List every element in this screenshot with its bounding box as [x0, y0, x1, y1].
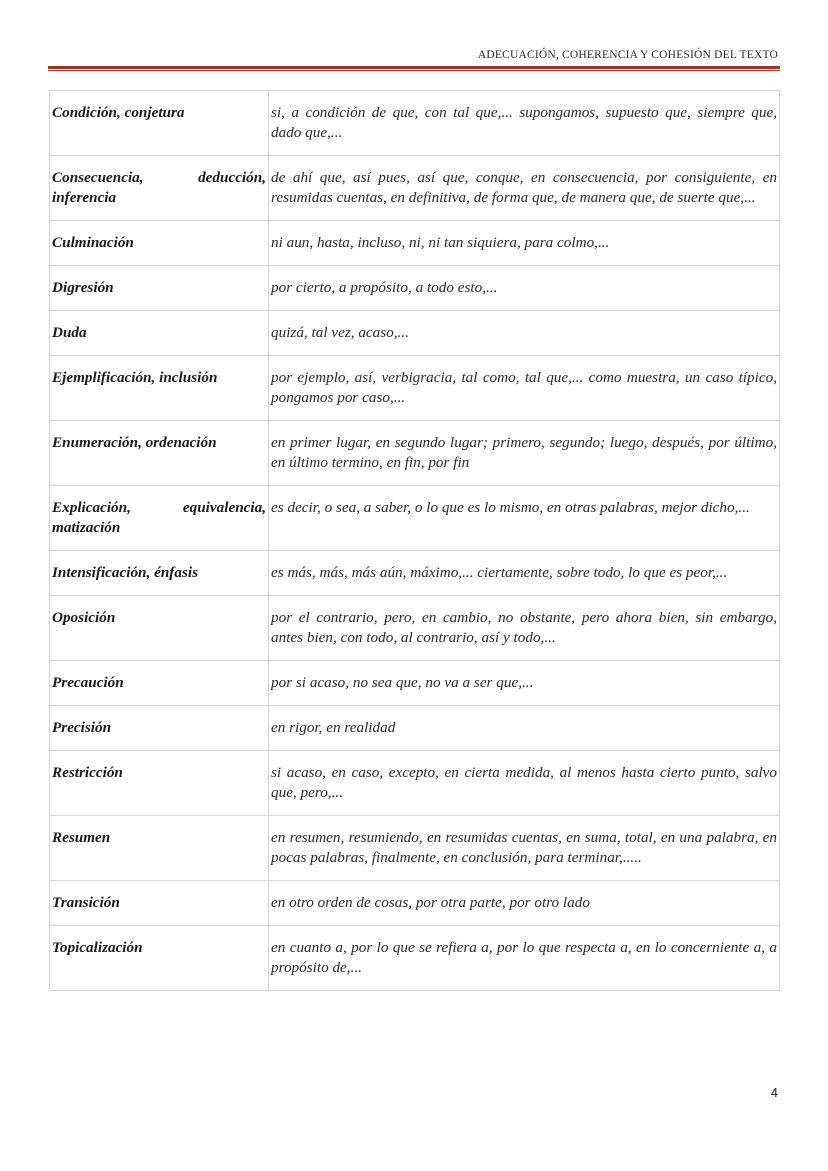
examples-cell: quizá, tal vez, acaso,... [269, 311, 780, 356]
category-cell: Precaución [50, 661, 269, 706]
category-cell: Restricción [50, 751, 269, 816]
category-cell: Resumen [50, 816, 269, 881]
category-cell: Digresión [50, 266, 269, 311]
category-cell: Topicalización [50, 926, 269, 991]
examples-cell: es más, más, más aún, máximo,... ciertamente, sobre todo, lo que es peor,... [269, 551, 780, 596]
table-row [50, 706, 780, 751]
examples-cell: en cuanto a, por lo que se refiera a, por lo que respecta a, en lo concerniente a, a propósito de,... [269, 926, 780, 991]
category-cell: Intensificación, énfasis [50, 551, 269, 596]
table-row [50, 266, 780, 311]
table-row [50, 311, 780, 356]
table-row [50, 421, 780, 486]
examples-cell: por si acaso, no sea que, no va a ser que,... [269, 661, 780, 706]
running-header: ADECUACIÓN, COHERENCIA Y COHESIÓN DEL TEXTO [477, 49, 778, 61]
table-row [50, 551, 780, 596]
examples-cell: por el contrario, pero, en cambio, no obstante, pero ahora bien, sin embargo, antes bien, con todo, al contrario, así y todo,... [269, 596, 780, 661]
header-rule-thin [48, 70, 780, 71]
examples-cell: en otro orden de cosas, por otra parte, por otro lado [269, 881, 780, 926]
table-row [50, 926, 780, 991]
table-row [50, 486, 780, 551]
examples-cell: por ejemplo, así, verbigracia, tal como, tal que,... como muestra, un caso típico, pongamos por caso,... [269, 356, 780, 421]
table-row [50, 661, 780, 706]
examples-cell: por cierto, a propósito, a todo esto,... [269, 266, 780, 311]
category-cell: Duda [50, 311, 269, 356]
examples-cell: en rigor, en realidad [269, 706, 780, 751]
table-row [50, 221, 780, 266]
category-cell: Transición [50, 881, 269, 926]
examples-cell: si acaso, en caso, excepto, en cierta medida, al menos hasta cierto punto, salvo que, pero,... [269, 751, 780, 816]
header-rule-thick [48, 66, 780, 69]
category-cell: Explicación, equivalencia, matización [50, 486, 269, 551]
examples-cell: en primer lugar, en segundo lugar; primero, segundo; luego, después, por último, en último termino, en fin, por fin [269, 421, 780, 486]
page-number: 4 [770, 1085, 778, 1100]
table-row [50, 356, 780, 421]
examples-cell: de ahí que, así pues, así que, conque, en consecuencia, por consiguiente, en resumidas cuentas, en definitiva, de forma que, de manera que, de suerte que,... [269, 156, 780, 221]
examples-cell: si, a condición de que, con tal que,... supongamos, supuesto que, siempre que, dado que,... [269, 91, 780, 156]
category-cell: Ejemplificación, inclusión [50, 356, 269, 421]
category-cell: Enumeración, ordenación [50, 421, 269, 486]
category-cell: Precisión [50, 706, 269, 751]
examples-cell: ni aun, hasta, incluso, ni, ni tan siquiera, para colmo,... [269, 221, 780, 266]
table-row [50, 91, 780, 156]
table-row [50, 751, 780, 816]
table-row [50, 816, 780, 881]
category-cell: Oposición [50, 596, 269, 661]
table-row [50, 156, 780, 221]
examples-cell: es decir, o sea, a saber, o lo que es lo mismo, en otras palabras, mejor dicho,... [269, 486, 780, 551]
category-cell: Consecuencia, deducción, inferencia [50, 156, 269, 221]
table-row [50, 881, 780, 926]
examples-cell: en resumen, resumiendo, en resumidas cuentas, en suma, total, en una palabra, en pocas palabras, finalmente, en conclusión, para terminar,..... [269, 816, 780, 881]
table-row [50, 596, 780, 661]
category-cell: Condición, conjetura [50, 91, 269, 156]
category-cell: Culminación [50, 221, 269, 266]
connectors-table [49, 90, 780, 991]
